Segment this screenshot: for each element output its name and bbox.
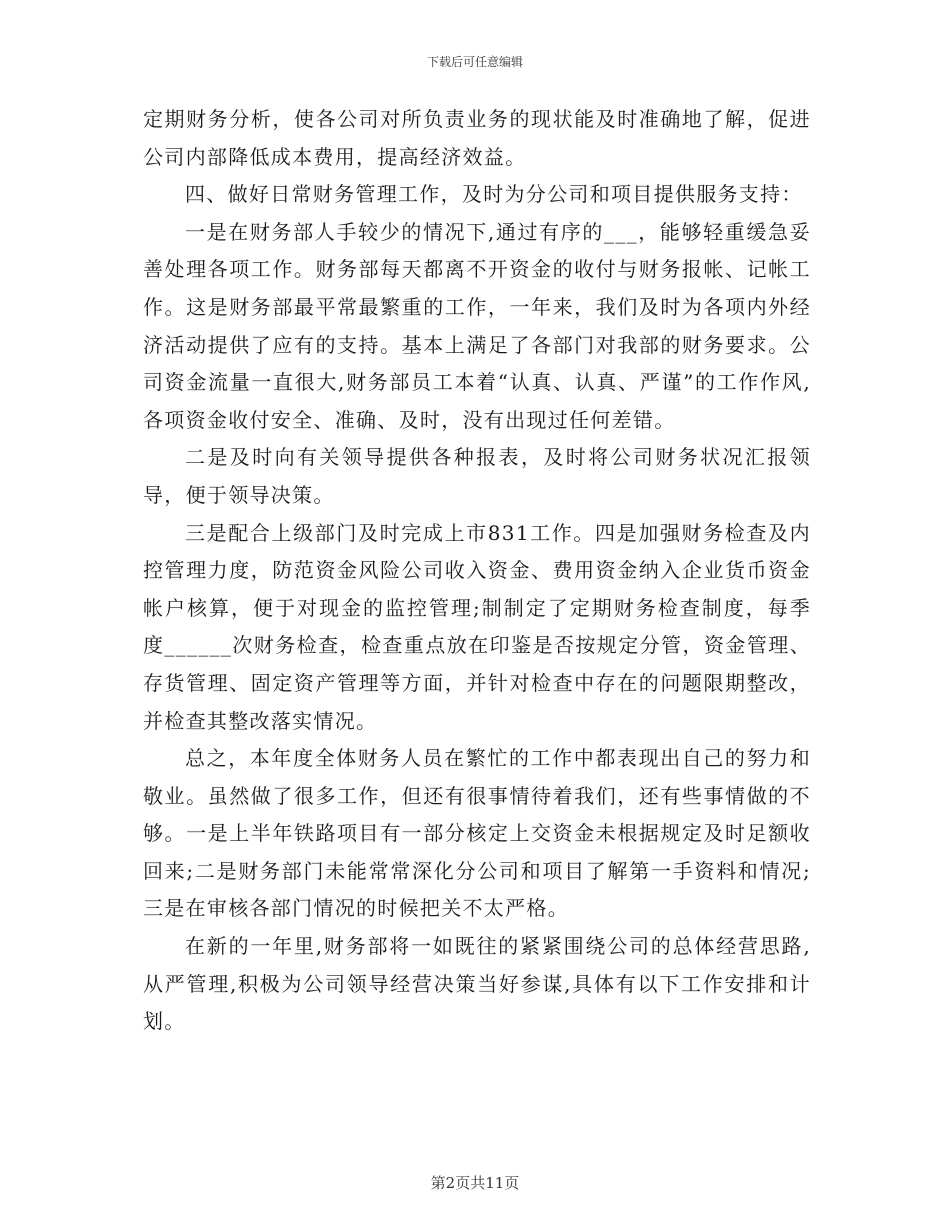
paragraph-summary: 总之，本年度全体财务人员在繁忙的工作中都表现出自己的努力和敬业。虽然做了很多工作，但还有很事情待着我们，还有些事情做的不够。一是上半年铁路项目有一部分核定上交资金未根据规定及时足额收回来;二是财务部门未能常常深化分公司和项目了解第一手资料和情况;三是在审核各部门情况的时候把关不太严格。 bbox=[143, 746, 811, 921]
paragraph-point-three-four: 三是配合上级部门及时完成上市831工作。四是加强财务检查及内控管理力度，防范资金风险公司收入资金、费用资金纳入企业货币资金帐户核算，便于对现金的监控管理;制制定了定期财务检查制度，每季度______次财务检查，检查重点放在印鉴是否按规定分管，资金管理、存货管理、固定资产管理等方面，并针对检查中存在的问题限期整改，并检查其整改落实情况。 bbox=[143, 520, 811, 733]
paragraph-financial-analysis: 定期财务分析，使各公司对所负责业务的现状能及时准确地了解，促进公司内部降低成本费用，提高经济效益。 bbox=[143, 107, 811, 169]
paragraph-point-one: 一是在财务部人手较少的情况下,通过有序的___，能够轻重缓急妥善处理各项工作。财务部每天都离不开资金的收付与财务报帐、记帐工作。这是财务部最平常最繁重的工作，一年来，我们及时为各项内外经济活动提供了应有的支持。基本上满足了各部门对我部的财务要求。公司资金流量一直很大,财务部员工本着“认真、认真、严谨”的工作作风,各项资金收付安全、准确、及时，没有出现过任何差错。 bbox=[143, 219, 811, 432]
document-body bbox=[143, 101, 811, 1041]
page-header: 下载后可任意编辑 bbox=[426, 55, 523, 69]
paragraph-section-four-heading: 四、做好日常财务管理工作，及时为分公司和项目提供服务支持： bbox=[185, 182, 803, 207]
page-number-footer: 第2页共11页 bbox=[430, 1174, 520, 1192]
paragraph-point-two: 二是及时向有关领导提供各种报表，及时将公司财务状况汇报领导，便于领导决策。 bbox=[143, 445, 811, 507]
paragraph-new-year-plan: 在新的一年里,财务部将一如既往的紧紧围绕公司的总体经营思路,从严管理,积极为公司领导经营决策当好参谋,具体有以下工作安排和计划。 bbox=[143, 934, 811, 1034]
